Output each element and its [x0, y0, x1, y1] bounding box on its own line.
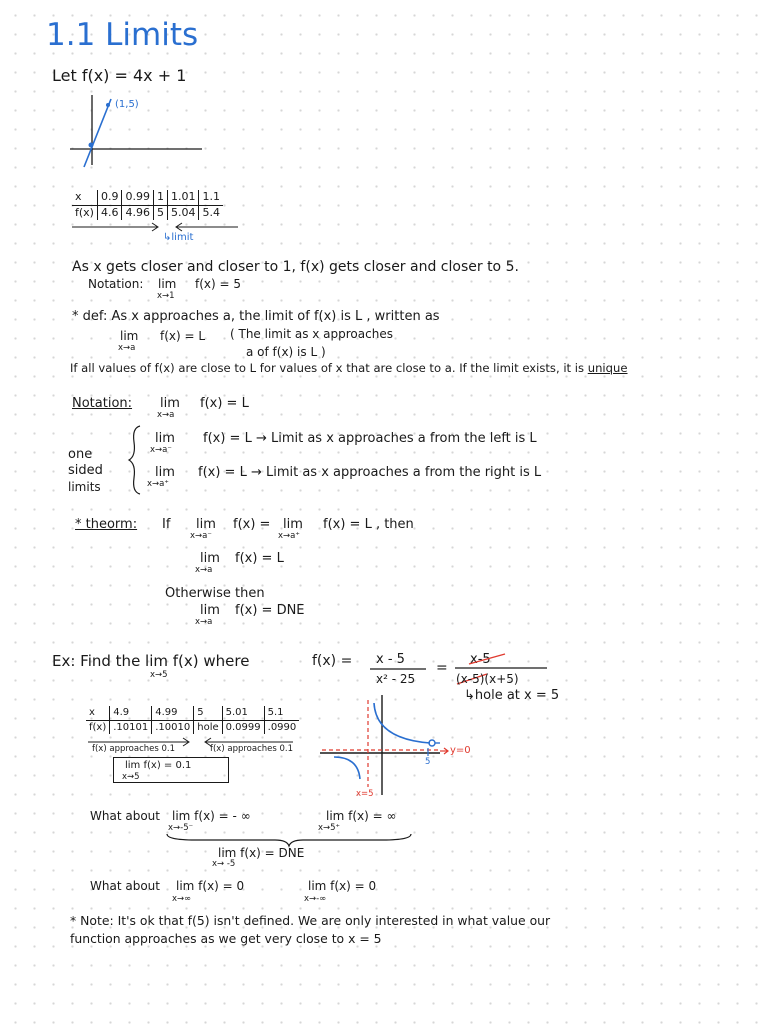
theorem-lim-3: lim	[200, 551, 220, 566]
notation-lim-2: lim	[160, 396, 180, 411]
table-cell: 0.99	[122, 190, 154, 205]
approach-arrows-1	[72, 222, 242, 234]
theorem-expr-2: f(x) = L , then	[323, 517, 414, 532]
left-expr: f(x) = L → Limit as x approaches a from the left is L	[203, 431, 537, 446]
table-cell: 4.99	[152, 706, 194, 720]
value-table-2	[86, 706, 299, 734]
box-lim: lim f(x) = 0.1	[125, 760, 192, 771]
def-sub: x→a	[118, 343, 136, 353]
theorem-lim-2: lim	[283, 517, 303, 532]
theorem-label: * theorm:	[75, 517, 138, 532]
table-cell: 1.01	[167, 190, 199, 205]
example-sub: x→5	[150, 670, 168, 680]
brace	[128, 424, 142, 496]
right-sub: x→a⁺	[147, 479, 169, 489]
def-paren-2: a of f(x) is L )	[246, 345, 326, 359]
theorem-lim-4: lim	[200, 603, 220, 618]
table-cell: x	[72, 190, 97, 205]
wa-lim-2: lim f(x) = ∞	[326, 809, 397, 823]
theorem-sub-1: x→a⁻	[190, 531, 212, 541]
note-line-1: * Note: It's ok that f(5) isn't defined. We are only interested in what value our	[70, 913, 551, 928]
wa-lim-1: lim f(x) = - ∞	[172, 809, 251, 823]
right-expr: f(x) = L → Limit as x approaches a from the right is L	[198, 465, 542, 480]
unique-line: If all values of f(x) are close to L for values of x that are close to a. If the limit exists, it is unique	[70, 361, 628, 375]
wa-sub-2: x→5⁺	[318, 823, 341, 833]
fraction-bar-1	[370, 668, 430, 671]
example-num-2: x-5	[470, 652, 491, 667]
table-cell: 4.9	[110, 706, 152, 720]
what-about-2: What about	[90, 879, 160, 893]
what-about-1: What about	[90, 809, 160, 823]
explain-line: As x gets closer and closer to 1, f(x) gets closer and closer to 5.	[72, 259, 519, 275]
example-eq: =	[436, 660, 448, 676]
value-table-1	[72, 190, 223, 220]
table-cell: 5	[194, 706, 222, 720]
theorem-otherwise: Otherwise then	[165, 586, 265, 601]
notation-label-2: Notation:	[72, 396, 133, 411]
table-cell: f(x)	[89, 721, 107, 733]
let-function: Let f(x) = 4x + 1	[52, 66, 187, 85]
def-lim: lim	[120, 329, 139, 343]
example-fx: f(x) =	[312, 653, 353, 669]
one-sided-2: sided	[68, 463, 103, 478]
approach-left: f(x) approaches 0.1	[92, 744, 176, 754]
example-num: x - 5	[376, 652, 405, 667]
right-lim: lim	[155, 465, 175, 480]
wa-lim-4: lim f(x) = 0	[176, 879, 245, 893]
table-cell: 5.04	[167, 205, 199, 220]
y-zero-label: y=0	[450, 745, 471, 756]
table-cell: 4.6	[97, 205, 122, 220]
theorem-expr-1: f(x) =	[233, 517, 271, 532]
table-cell: .0990	[264, 720, 299, 734]
notation-expr-1: f(x) = 5	[195, 277, 242, 291]
one-sided-3: limits	[68, 480, 101, 494]
left-sub: x→a⁻	[150, 445, 172, 455]
theorem-sub-3: x→a	[195, 565, 213, 575]
notation-label-1: Notation:	[88, 277, 144, 291]
note-line-2: function approaches as we get very close to x = 5	[70, 931, 382, 946]
theorem-lim-1: lim	[196, 517, 216, 532]
notation-lim-1: lim	[158, 277, 177, 291]
wa-sub-1: x→-5⁻	[168, 823, 194, 833]
notation-sub-1: x→1	[157, 291, 175, 301]
left-lim: lim	[155, 431, 175, 446]
x-five-label: x=5	[356, 789, 374, 799]
table-cell: 0.9	[97, 190, 122, 205]
theorem-expr-4: f(x) = DNE	[235, 603, 305, 618]
one-sided-1: one	[68, 447, 93, 462]
definition: * def: As x approaches a, the limit of f(x) is L , written as	[72, 309, 440, 324]
wa-sub-4: x→∞	[172, 894, 192, 904]
tick-five-label: 5	[425, 757, 431, 767]
example-den-2: (x-5)(x+5)	[456, 672, 519, 686]
table-cell: 4.96	[122, 205, 154, 220]
table-cell: f(x)	[75, 205, 94, 219]
page-title: 1.1 Limits	[46, 17, 199, 53]
table-cell: .10010	[152, 720, 194, 734]
example-prompt: Ex: Find the lim f(x) where	[52, 652, 250, 670]
point-label: (1,5)	[115, 99, 139, 110]
wa-lim-5: lim f(x) = 0	[308, 879, 377, 893]
table-cell: x	[86, 706, 110, 720]
table-cell: 5.1	[264, 706, 299, 720]
table-cell: 0.0999	[222, 720, 264, 734]
table-cell: 1	[153, 190, 167, 205]
table-cell: 5.4	[199, 205, 223, 220]
box-sub: x→5	[122, 772, 140, 782]
theorem-sub-4: x→a	[195, 617, 213, 627]
wa-sub-5: x→-∞	[304, 894, 327, 904]
example-den: x² - 25	[376, 672, 416, 686]
notation-sub-2: x→a	[157, 410, 175, 420]
approach-right: f(x) approaches 0.1	[210, 744, 294, 754]
theorem-if: If	[162, 517, 171, 532]
example-hole: ↳hole at x = 5	[464, 688, 560, 703]
def-paren-1: ( The limit as x approaches	[230, 327, 393, 341]
wa-sub-3: x→ -5	[212, 859, 236, 869]
wa-lim-3: lim f(x) = DNE	[218, 846, 305, 860]
table-cell: .10101	[110, 720, 152, 734]
def-expr: f(x) = L	[160, 329, 206, 343]
table-cell: 5.01	[222, 706, 264, 720]
theorem-expr-3: f(x) = L	[235, 551, 284, 566]
notation-expr-2: f(x) = L	[200, 396, 249, 411]
theorem-sub-2: x→a⁺	[278, 531, 300, 541]
table-cell: 1.1	[199, 190, 223, 205]
table-cell: hole	[194, 720, 222, 734]
table-cell: 5	[153, 205, 167, 220]
limit-label: ↳limit	[163, 232, 194, 243]
